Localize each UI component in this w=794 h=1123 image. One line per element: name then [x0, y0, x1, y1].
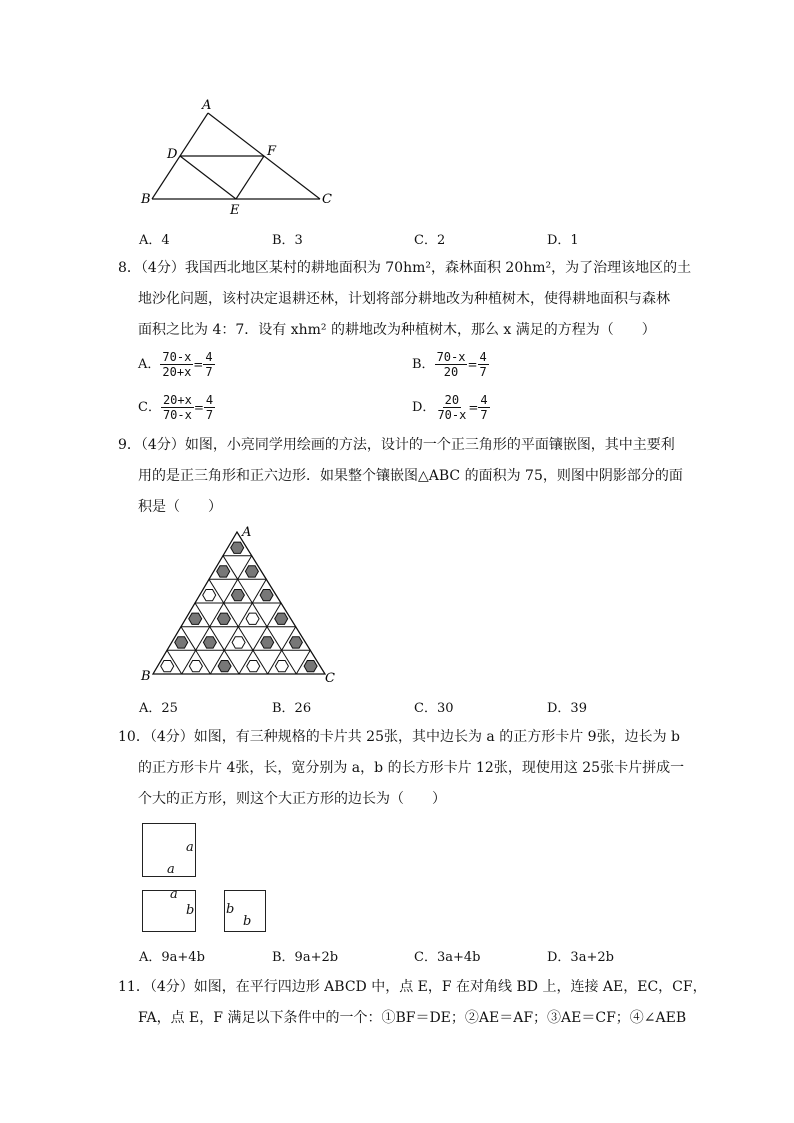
segment-de [180, 156, 236, 199]
label-f: F [267, 144, 277, 159]
q10-option-c: C．3a+4b [414, 950, 481, 965]
q9-option-d: D．39 [547, 701, 587, 716]
tessellation-hexagon [275, 613, 288, 624]
tessellation-hexagon [304, 661, 317, 672]
tessellation-hexagon [189, 661, 202, 672]
tessellation-hexagon [203, 590, 216, 601]
card-square-a-bottom-label: a [167, 862, 175, 877]
card-rectangle-top-label: a [170, 887, 178, 902]
label-b: B [141, 669, 151, 684]
q9-option-b: B．26 [272, 701, 312, 716]
label-a: A [202, 98, 212, 113]
q8-text-line3: 面积之比为 4：7．设有 xhm² 的耕地改为种植树木，那么 x 满足的方程为（ ） [138, 322, 656, 338]
tessellation-hexagon [217, 613, 230, 624]
tessellation-hexagon [175, 637, 188, 648]
q10-option-a: A．9a+4b [139, 950, 205, 965]
q7-option-b: B．3 [272, 233, 303, 248]
card-rectangle-side-label: b [186, 903, 195, 918]
q10-text-line1: 10．（4分）如图，有三种规格的卡片共 25张，其中边长为 a 的正方形卡片 9张，边长为 b [118, 729, 681, 745]
q7-option-c: C．2 [414, 233, 446, 248]
q8-text-line1: 8．（4分）我国西北地区某村的耕地面积为 70hm²，森林面积 20hm²，为了治理该地区的土 [118, 260, 692, 276]
q10-option-b: B．9a+2b [272, 950, 339, 965]
q9-text-line2: 用的是正三角形和正六边形．如果整个镶嵌图△ABC 的面积为 75，则图中阴影部分的面 [138, 468, 683, 484]
q7-option-a: A．4 [139, 233, 170, 248]
triangle-figure-q7 [130, 95, 350, 220]
card-square-b-side-label: b [226, 902, 235, 917]
tessellation-figure-q9 [135, 520, 345, 690]
tessellation-hexagon [161, 661, 174, 672]
q9-option-a: A．25 [139, 701, 178, 716]
card-square-a-side-label: a [186, 840, 194, 855]
label-e: E [230, 203, 240, 218]
tessellation-hexagon [218, 661, 231, 672]
tessellation-hexagon [261, 637, 274, 648]
q10-option-d: D．3a+2b [547, 950, 614, 965]
q8-option-c: C． $\frac{20+x}{70-x}$ = $\frac{4}{7}$ [138, 393, 214, 422]
q11-text-line1: 11．（4分）如图，在平行四边形 ABCD 中，点 E，F 在对角线 BD 上，连接 AE，EC，CF， [118, 979, 707, 995]
q11-text-line2: FA，点 E，F 满足以下条件中的一个：①BF＝DE；②AE＝AF；③AE＝CF；④∠AEB [138, 1010, 687, 1026]
tessellation-hexagon [275, 661, 288, 672]
segment-ef [236, 156, 264, 199]
tessellation-hexagon [247, 661, 260, 672]
q10-text-line3: 个大的正方形，则这个大正方形的边长为（ ） [138, 791, 446, 807]
q8-option-b: B． $\frac{70-x}{20}$ = $\frac{4}{7}$ [412, 350, 487, 379]
tessellation-hexagon [260, 590, 273, 601]
tessellation-hexagon [232, 637, 245, 648]
tessellation-hexagon [245, 566, 258, 577]
q8-option-a: A． $\frac{70-x}{20+x}$ = $\frac{4}{7}$ [138, 350, 213, 379]
tessellation-hexagon [246, 613, 259, 624]
tessellation-hexagon [289, 637, 302, 648]
q7-option-d: D．1 [547, 233, 579, 248]
q9-text-line3: 积是（ ） [138, 499, 222, 515]
tessellation-hexagon [231, 542, 244, 553]
tessellation-hexagon [231, 590, 244, 601]
tessellation-hexagon [203, 637, 216, 648]
q8-option-d: D． $\frac{20}{70-x}$ = $\frac{4}{7}$ [412, 393, 488, 422]
tessellation-hexagon [189, 613, 202, 624]
q10-text-line2: 的正方形卡片 4张，长，宽分别为 a，b 的长方形卡片 12张，现使用这 25张卡片拼成一 [138, 760, 685, 776]
q9-option-c: C．30 [414, 701, 454, 716]
label-b: B [141, 192, 151, 207]
q8-text-line2: 地沙化问题，该村决定退耕还林，计划将部分耕地改为种植树木，使得耕地面积与森林 [138, 291, 670, 307]
label-d: D [167, 147, 178, 162]
card-square-b-bottom-label: b [243, 914, 252, 929]
label-a: A [242, 525, 252, 540]
tessellation-hexagon [217, 566, 230, 577]
label-c: C [325, 671, 335, 686]
q9-text-line1: 9．（4分）如图，小亮同学用绘画的方法，设计的一个正三角形的平面镶嵌图，其中主要利 [118, 437, 675, 453]
label-c: C [322, 192, 332, 207]
